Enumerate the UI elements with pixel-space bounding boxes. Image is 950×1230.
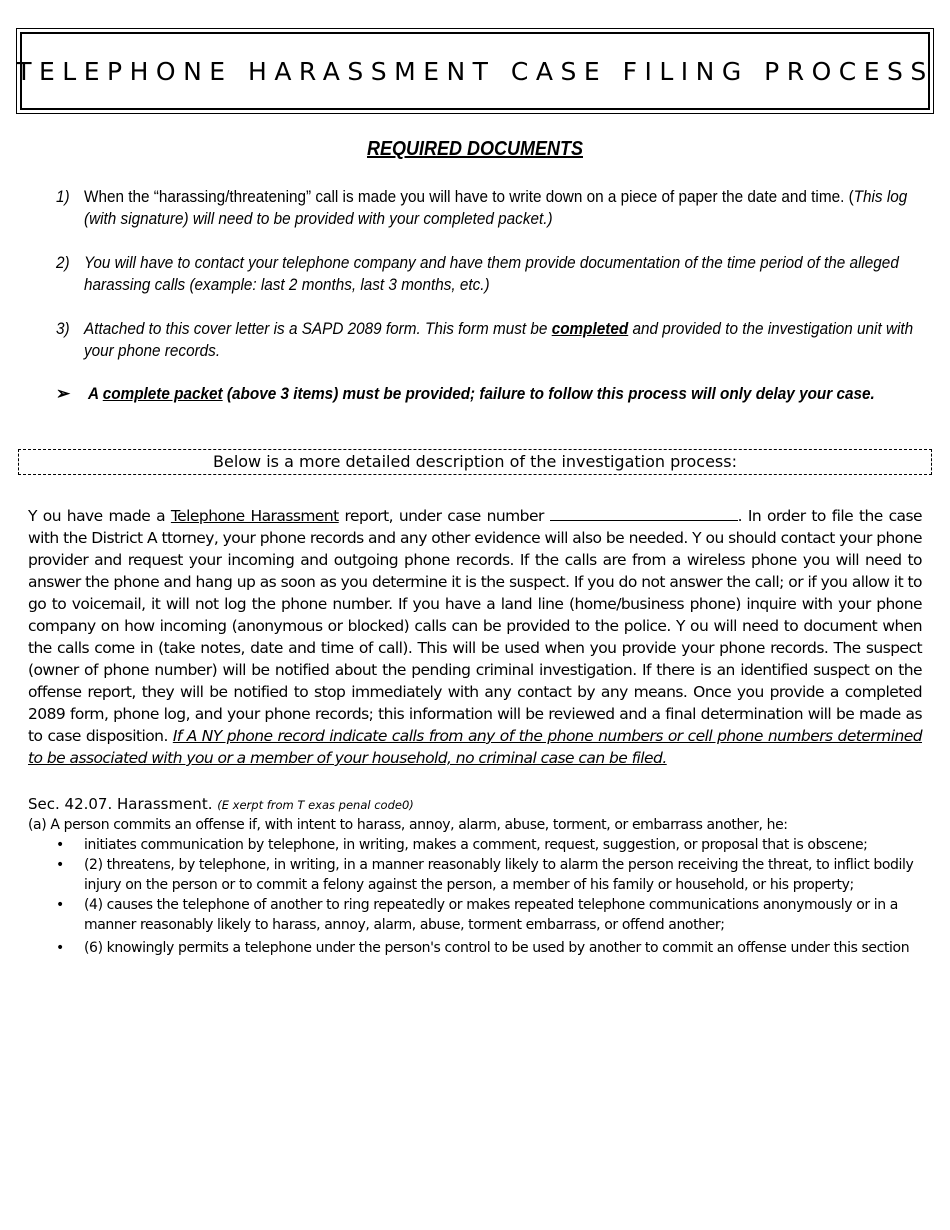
note-text-a: A <box>88 384 103 403</box>
para-text-d: . In order to file the case with the District A ttorney, your phone records and any other evidence will also be needed. Y ou should contact your phone provider and request your incoming and outgoing phone records. If the calls are from a wireless phone you will need to answer the phone and hang up as soon as you determine it is the suspect. If you do not answer the call; or if you allow it to go to voicemail, it will not log the phone number. If you have a land line (home/business phone) inquire with your phone company on how incoming (anonymous or blocked) calls can be provided to the police. Y ou will need to document when the calls come in (take notes, date and time of call). This will be used when you provide your phone records. The suspect (owner of phone number) will be notified about the pending criminal investigation. If there is an identified suspect on the offense report, they will be notified to stop immediately with any contact by any means. Once you provide a completed 2089 form, phone log, and your phone records; this information will be reviewed and a final determination will be made as to case disposition. <box>28 507 923 745</box>
para-text-a: Y ou have made a <box>28 507 171 525</box>
item-text-cont: and provided to the investigation unit with <box>628 319 914 338</box>
note-text-c: (above 3 items) must be provided; failure to follow this process will only delay your case. <box>222 384 875 403</box>
item-text-line2: your phone records. <box>84 341 221 360</box>
required-documents-heading: REQUIRED DOCUMENTS <box>366 138 583 160</box>
complete-packet-emphasis: complete packet <box>102 384 223 403</box>
detailed-description-banner: Below is a more detailed description of the investigation process: <box>18 449 932 475</box>
statute-title: Sec. 42.07. Harassment. <box>28 795 218 813</box>
statute-heading <box>28 795 414 813</box>
item-number: 3) <box>56 319 70 338</box>
statute-source: (E xerpt from T exas penal code0) <box>217 798 414 812</box>
bullet-icon: • <box>56 940 64 956</box>
page-title: TELEPHONE HARASSMENT CASE FILING PROCESS <box>20 32 930 110</box>
list-item: • initiates communication by telephone, in writing, makes a comment, request, suggestion, or proposal that is obscene; <box>56 837 868 853</box>
item-number: 1) <box>56 187 70 206</box>
bullet-icon: • <box>56 857 64 873</box>
statute-excerpt <box>28 815 928 958</box>
household-warning: If A NY phone record indicate calls from any of the phone numbers or cell phone numbers determined to be associated with you or a member of your household, no criminal case can be filed. <box>28 727 922 767</box>
item-text: Attached to this cover letter is a SAPD 2089 form. This form must be <box>84 319 552 338</box>
statute-list <box>28 835 928 958</box>
list-item: • (4) causes the telephone of another to ring repeatedly or makes repeated telephone communications anonymously or in a manner reasonably likely to harass, annoy, alarm, abuse, torment embarrass, or offend another; <box>56 897 898 933</box>
list-item: • (2) threatens, by telephone, in writing, in a manner reasonably likely to alarm the person receiving the threat, to inflict bodily injury on the person or to commit a felony against the person, a member of his family or household, or his property; <box>56 857 914 893</box>
item-text-line2: (with signature) will need to be provided with your completed packet.) <box>84 209 553 228</box>
item-text: When the “harassing/threatening” call is made you will have to write down on a piece of paper the date and time. ( <box>84 187 854 206</box>
item-text-line2: harassing calls (example: last 2 months, last 3 months, etc.) <box>84 275 490 294</box>
para-text-c: report, under case number <box>338 507 550 525</box>
completed-emphasis: completed <box>551 319 629 338</box>
item-number: 2) <box>56 253 70 272</box>
telephone-harassment-term: Telephone Harassment <box>170 507 339 525</box>
statute-intro: (a) A person commits an offense if, with intent to harass, annoy, alarm, abuse, torment, or embarrass another, he: <box>28 817 788 833</box>
item-text: You will have to contact your telephone company and have them provide documentation of the time period of the alleged <box>84 253 899 272</box>
case-description-paragraph <box>28 504 922 769</box>
case-number-blank[interactable] <box>550 504 738 521</box>
bullet-icon: • <box>56 837 64 853</box>
list-item: • (6) knowingly permits a telephone under the person's control to be used by another to commit an offense under this section <box>56 940 910 956</box>
item-text-italic: This log <box>853 187 908 206</box>
bullet-icon: • <box>56 897 64 913</box>
title-box <box>16 28 934 114</box>
arrow-bullet-icon: ➢ <box>56 384 71 403</box>
